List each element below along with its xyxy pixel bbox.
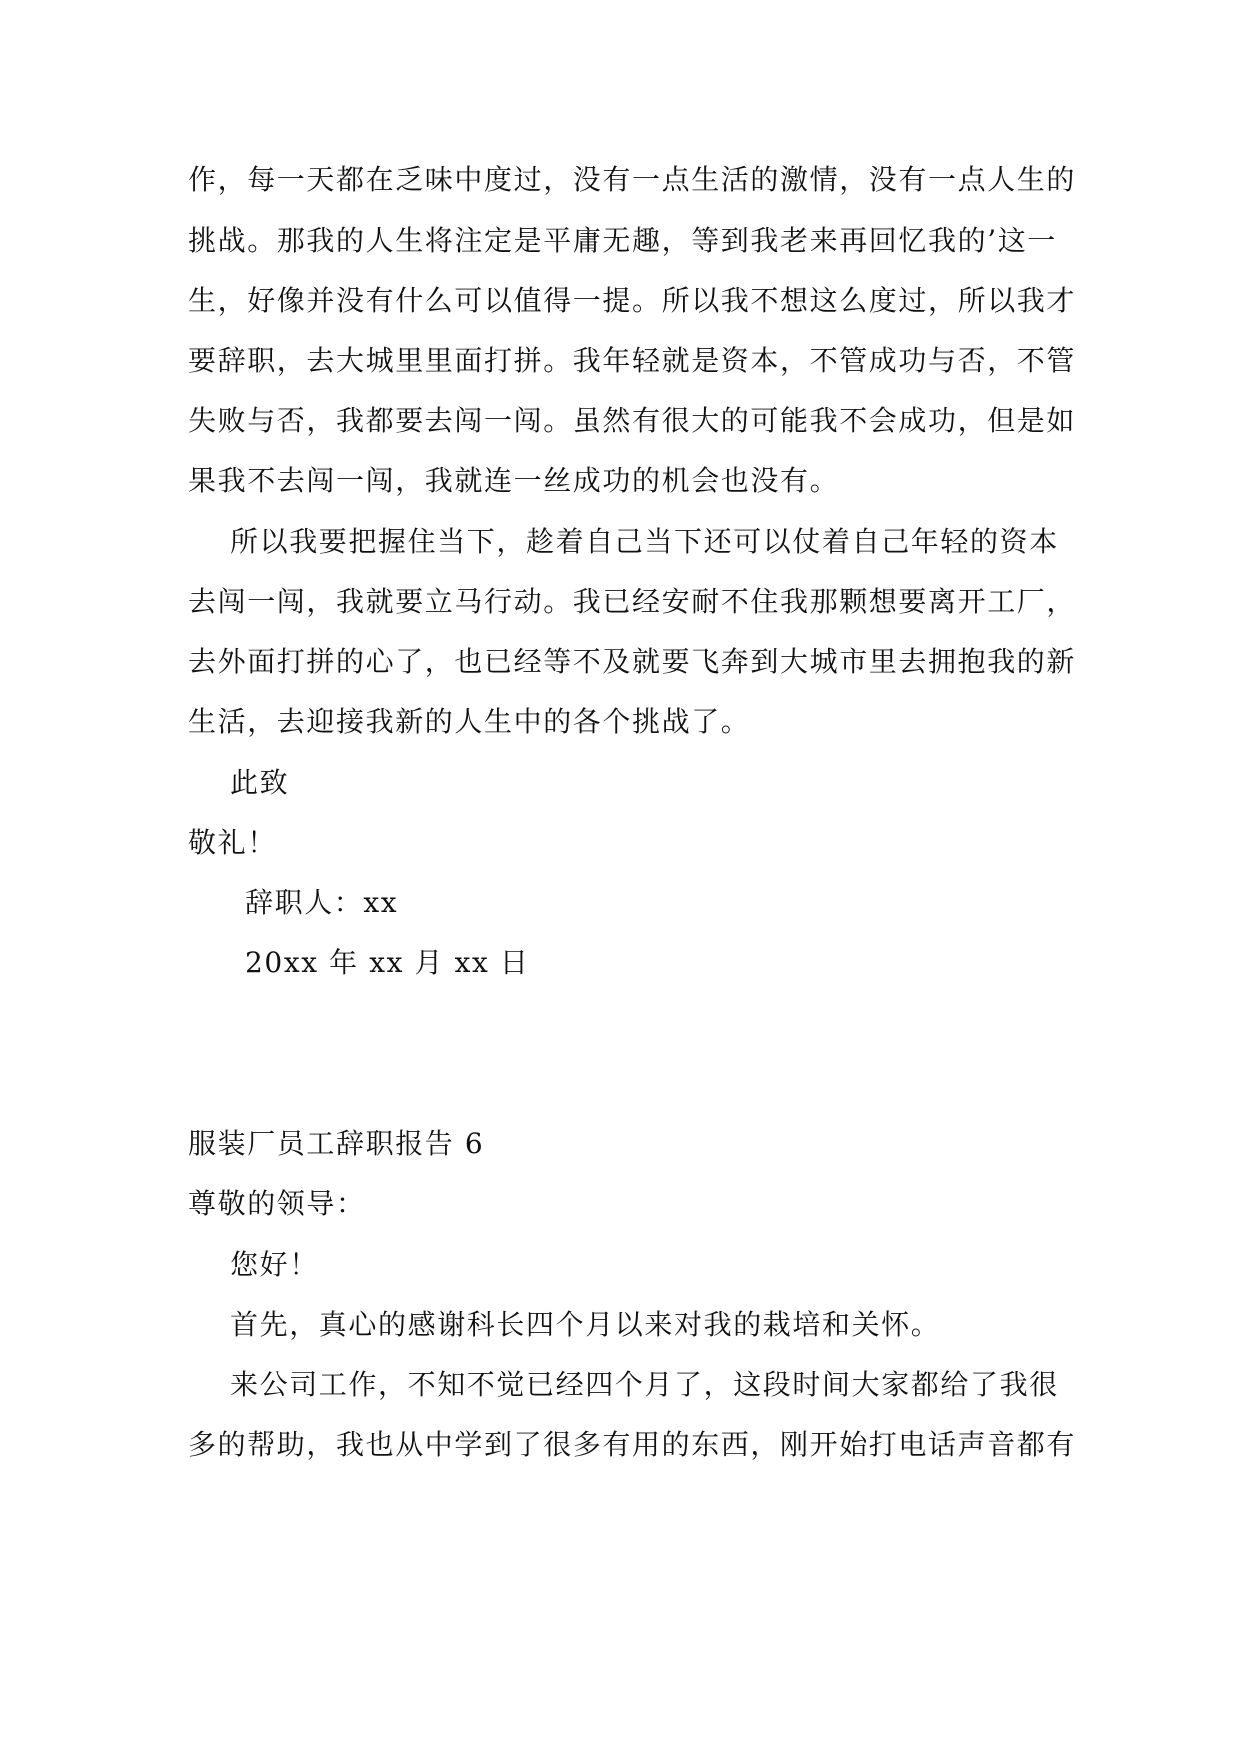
greeting-text: 尊敬的领导： xyxy=(188,1187,366,1220)
body-text-line: 要辞职，去大城里里面打拼。我年轻就是资本，不管成功与否，不管 xyxy=(188,344,1077,377)
body-text-line: 去外面打拼的心了，也已经等不及就要飞奔到大城市里去拥抱我的新 xyxy=(188,645,1077,678)
body-text-line: 所以我要把握住当下，趁着自己当下还可以仗着自己年轻的资本 xyxy=(230,525,1059,558)
body-text-line: 生，好像并没有什么可以值得一提。所以我不想这么度过，所以我才 xyxy=(188,284,1077,317)
body-text-line: 去闯一闯，我就要立马行动。我已经安耐不住我那颗想要离开工厂， xyxy=(188,585,1077,618)
body-text-line: 首先，真心的感谢科长四个月以来对我的栽培和关怀。 xyxy=(230,1308,941,1341)
hello-text: 您好！ xyxy=(230,1248,319,1281)
section-title: 服装厂员工辞职报告 6 xyxy=(188,1127,485,1160)
signature-line: 辞职人：xx xyxy=(245,886,399,919)
body-text-line: 来公司工作，不知不觉已经四个月了，这段时间大家都给了我很 xyxy=(230,1368,1059,1401)
date-line: 20xx 年 xx 月 xx 日 xyxy=(245,946,530,979)
body-text-line: 多的帮助，我也从中学到了很多有用的东西，刚开始打电话声音都有 xyxy=(188,1428,1077,1461)
body-text-line: 生活，去迎接我新的人生中的各个挑战了。 xyxy=(188,705,751,738)
body-text-line: 失败与否，我都要去闯一闯。虽然有很大的可能我不会成功，但是如 xyxy=(188,404,1077,437)
body-text-line: 作，每一天都在乏味中度过，没有一点生活的激情，没有一点人生的 xyxy=(188,163,1077,196)
salutation-text: 敬礼！ xyxy=(188,826,277,859)
closing-text: 此致 xyxy=(230,766,290,799)
body-text-line: 果我不去闯一闯，我就连一丝成功的机会也没有。 xyxy=(188,464,840,497)
body-text-line: 挑战。那我的人生将注定是平庸无趣，等到我老来再回忆我的’这一 xyxy=(188,224,1057,257)
